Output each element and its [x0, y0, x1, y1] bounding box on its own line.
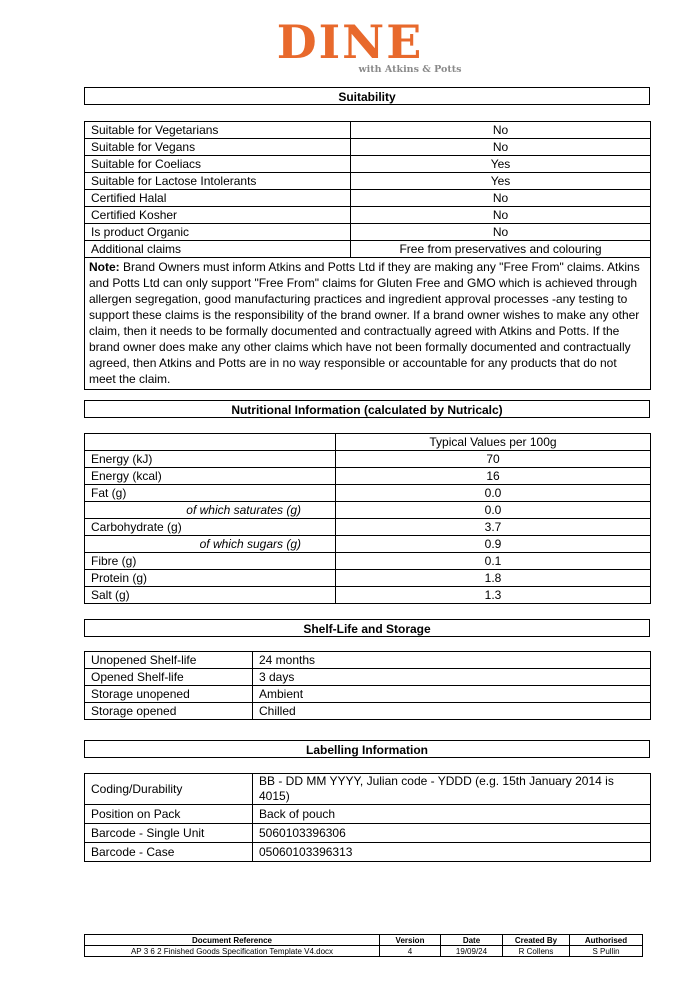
row-label: Storage opened	[85, 703, 253, 720]
table-row	[85, 207, 651, 224]
row-value: Back of pouch	[253, 805, 651, 824]
free-from-note	[85, 258, 651, 390]
row-value: Ambient	[253, 686, 651, 703]
footer-header: Authorised	[570, 935, 643, 946]
row-label: Suitable for Vegetarians	[85, 122, 351, 139]
row-label: Position on Pack	[85, 805, 253, 824]
row-label: Suitable for Coeliacs	[85, 156, 351, 173]
table-row	[85, 519, 651, 536]
row-value: 05060103396313	[253, 843, 651, 862]
table-row	[85, 703, 651, 720]
row-label: Protein (g)	[85, 570, 336, 587]
note-text: Brand Owners must inform Atkins and Potts Ltd if they are making any "Free From" claims. Atkins and Potts Ltd can only support "Free From" claims for Gluten Free and GMO which is achieved through allergen segregation, good manufacturing practices and ingredient approval processes -any testing to support these claims is the responsibility of the brand owner. If a brand owner wishes to make any other claim, then it needs to be formally documented and contractually agreed with Atkins and Potts. If the brand owner does make any other claims which have not been formally documented and contractually agreed, then Atkins and Potts are in no way responsible or accountable for any products that do not meet the claim.	[89, 260, 640, 386]
row-value: 0.0	[336, 485, 651, 502]
row-label: Storage unopened	[85, 686, 253, 703]
column-header: Typical Values per 100g	[336, 434, 651, 451]
row-value: BB - DD MM YYYY, Julian code - YDDD (e.g. 15th January 2014 is 4015)	[253, 774, 651, 805]
suitability-table	[84, 121, 651, 390]
row-value: 3.7	[336, 519, 651, 536]
row-label: of which saturates (g)	[85, 502, 336, 519]
row-value: Yes	[351, 156, 651, 173]
row-label: Certified Kosher	[85, 207, 351, 224]
suitability-heading: Suitability	[84, 87, 650, 105]
note-label: Note:	[89, 260, 120, 274]
row-value: No	[351, 122, 651, 139]
row-label: Additional claims	[85, 241, 351, 258]
row-value: 16	[336, 468, 651, 485]
footer-value: R Collens	[503, 946, 570, 957]
row-value: No	[351, 190, 651, 207]
note-row	[85, 258, 651, 390]
table-row	[85, 652, 651, 669]
row-value: No	[351, 224, 651, 241]
footer-header: Version	[380, 935, 441, 946]
row-value: 3 days	[253, 669, 651, 686]
table-row	[85, 139, 651, 156]
footer-header: Created By	[503, 935, 570, 946]
labelling-heading: Labelling Information	[84, 740, 650, 758]
row-value: No	[351, 207, 651, 224]
row-value: Chilled	[253, 703, 651, 720]
row-label: Fibre (g)	[85, 553, 336, 570]
table-row	[85, 190, 651, 207]
row-label: Carbohydrate (g)	[85, 519, 336, 536]
row-label: Suitable for Lactose Intolerants	[85, 173, 351, 190]
row-label: Barcode - Case	[85, 843, 253, 862]
table-row	[85, 587, 651, 604]
row-value: 24 months	[253, 652, 651, 669]
table-row	[85, 553, 651, 570]
nutrition-table	[84, 433, 651, 604]
row-value: 70	[336, 451, 651, 468]
table-row	[85, 468, 651, 485]
footer-value: S Pullin	[570, 946, 643, 957]
row-label: Salt (g)	[85, 587, 336, 604]
table-row	[85, 843, 651, 862]
row-value: 1.8	[336, 570, 651, 587]
footer-value: AP 3 6 2 Finished Goods Specification Template V4.docx	[85, 946, 380, 957]
row-value: 1.3	[336, 587, 651, 604]
logo-tagline: with Atkins & Potts	[358, 64, 462, 75]
row-label: Energy (kcal)	[85, 468, 336, 485]
footer-header: Document Reference	[85, 935, 380, 946]
table-row	[85, 451, 651, 468]
table-row	[85, 570, 651, 587]
brand-logo	[0, 15, 700, 76]
table-row	[85, 502, 651, 519]
table-row	[85, 224, 651, 241]
row-value: 5060103396306	[253, 824, 651, 843]
logo-wordmark: DINE	[276, 15, 424, 69]
table-row	[85, 805, 651, 824]
row-label: Is product Organic	[85, 224, 351, 241]
table-row	[85, 536, 651, 553]
row-value: No	[351, 139, 651, 156]
table-row	[85, 156, 651, 173]
nutrition-heading: Nutritional Information (calculated by Nutricalc)	[84, 400, 650, 418]
row-value: 0.9	[336, 536, 651, 553]
row-value: 0.0	[336, 502, 651, 519]
row-label: Barcode - Single Unit	[85, 824, 253, 843]
row-label: Suitable for Vegans	[85, 139, 351, 156]
row-label: Energy (kJ)	[85, 451, 336, 468]
row-label: Fat (g)	[85, 485, 336, 502]
row-label: of which sugars (g)	[85, 536, 336, 553]
table-row	[85, 686, 651, 703]
row-label: Opened Shelf-life	[85, 669, 253, 686]
table-row	[85, 774, 651, 805]
table-row	[85, 122, 651, 139]
document-footer-table	[84, 934, 643, 957]
table-row	[85, 824, 651, 843]
footer-value: 4	[380, 946, 441, 957]
table-row	[85, 485, 651, 502]
row-label: Unopened Shelf-life	[85, 652, 253, 669]
footer-header: Date	[441, 935, 503, 946]
footer-value: 19/09/24	[441, 946, 503, 957]
table-row	[85, 669, 651, 686]
footer-header-row	[85, 935, 643, 946]
shelf-life-heading: Shelf-Life and Storage	[84, 619, 650, 637]
table-row	[85, 173, 651, 190]
row-value: Free from preservatives and colouring	[351, 241, 651, 258]
row-label: Coding/Durability	[85, 774, 253, 805]
row-value: 0.1	[336, 553, 651, 570]
row-label: Certified Halal	[85, 190, 351, 207]
row-value: Yes	[351, 173, 651, 190]
labelling-table	[84, 773, 651, 862]
table-row	[85, 241, 651, 258]
footer-value-row	[85, 946, 643, 957]
shelf-life-table	[84, 651, 651, 720]
table-row	[85, 434, 651, 451]
